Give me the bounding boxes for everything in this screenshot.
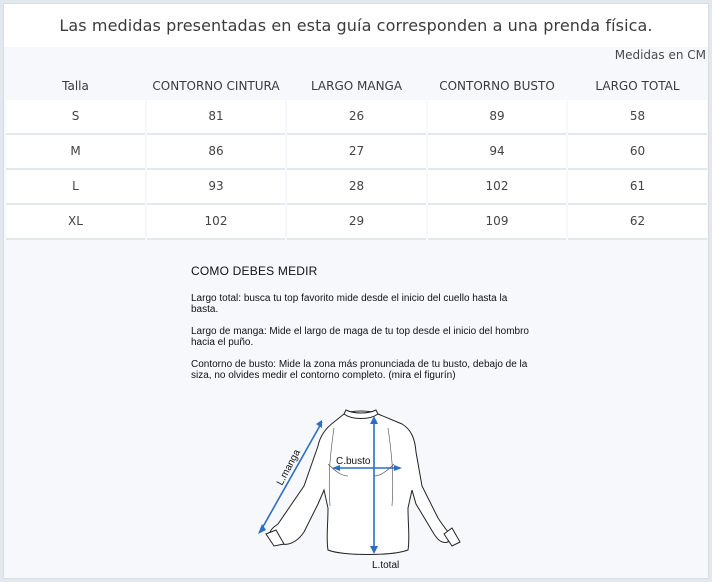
table-cell: 29 xyxy=(287,205,426,240)
table-row xyxy=(6,170,709,205)
table-cell: 89 xyxy=(428,100,566,135)
table-cell: 62 xyxy=(568,205,707,240)
units-note: Medidas en CM xyxy=(614,48,706,62)
table-cell: 26 xyxy=(287,100,426,135)
table-cell: 109 xyxy=(428,205,566,240)
table-row xyxy=(6,205,709,240)
table-cell: 81 xyxy=(147,100,285,135)
size-guide-panel xyxy=(3,3,709,579)
header-waist: CONTORNO CINTURA xyxy=(152,79,280,93)
table-cell: 93 xyxy=(147,170,285,205)
header-bust: CONTORNO BUSTO xyxy=(439,79,555,93)
measuring-guide xyxy=(191,264,531,392)
guide-sleeve-length: Largo de manga: Mide el largo de maga de tu top desde el inicio del hombro hacia el puño. xyxy=(191,326,529,348)
page-title: Las medidas presentadas en esta guía corresponden a una prenda física. xyxy=(4,4,708,47)
table-row xyxy=(6,100,709,135)
sleeve-label: L.manga xyxy=(274,447,303,488)
table-cell: 58 xyxy=(568,100,707,135)
guide-heading: COMO DEBES MEDIR xyxy=(191,264,318,278)
garment-figure xyxy=(252,406,472,576)
table-cell: 102 xyxy=(147,205,285,240)
size-table xyxy=(6,100,709,240)
total-length-label: L.total xyxy=(372,560,400,571)
table-cell: M xyxy=(6,135,145,170)
table-cell: 102 xyxy=(428,170,566,205)
guide-total-length: Largo total: busca tu top favorito mide desde el inicio del cuello hasta la basta. xyxy=(191,293,508,315)
table-cell: L xyxy=(6,170,145,205)
table-cell: XL xyxy=(6,205,145,240)
table-cell: S xyxy=(6,100,145,135)
header-size: Talla xyxy=(62,79,89,93)
table-cell: 61 xyxy=(568,170,707,205)
header-sleeve: LARGO MANGA xyxy=(310,79,403,93)
table-cell: 28 xyxy=(287,170,426,205)
table-row xyxy=(6,135,709,170)
header-total: LARGO TOTAL xyxy=(595,79,680,93)
guide-bust: Contorno de busto: Mide la zona más pronunciada de tu busto, debajo de la siza, no olvides medir el contorno completo. (mira el figurín) xyxy=(191,359,528,381)
bust-label: C.busto xyxy=(336,456,371,467)
table-cell: 94 xyxy=(428,135,566,170)
table-cell: 86 xyxy=(147,135,285,170)
table-cell: 60 xyxy=(568,135,707,170)
table-cell: 27 xyxy=(287,135,426,170)
